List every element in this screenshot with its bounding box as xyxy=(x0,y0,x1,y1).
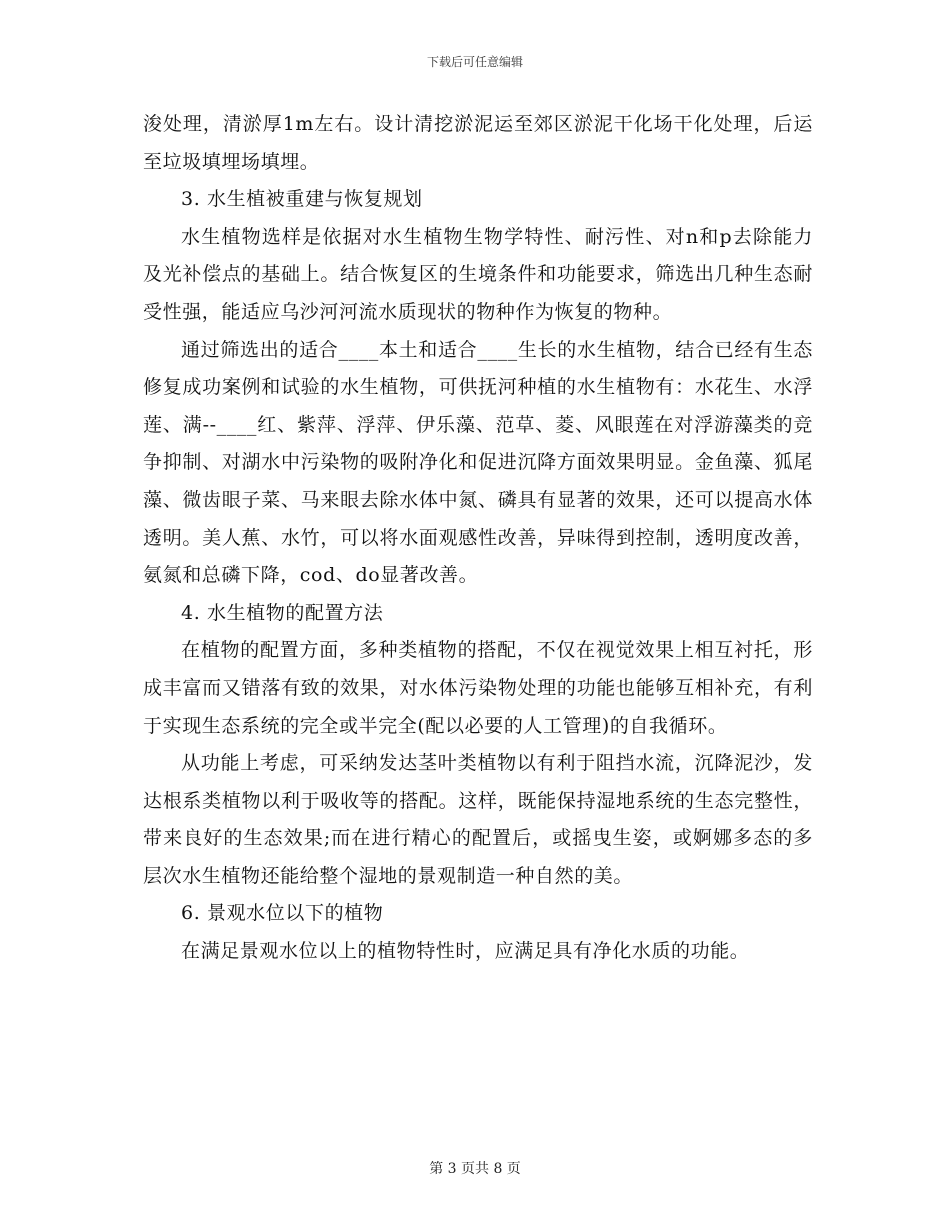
paragraph-plant-list: 通过筛选出的适合____本土和适合____生长的水生植物，结合已经有生态修复成功案例和试验的水生植物，可供抚河种植的水生植物有：水花生、水浮莲、满--____红、紫萍、浮萍、伊乐藻、范草、菱、风眼莲在对浮游藻类的竞争抑制、对湖水中污染物的吸附净化和促进沉降方面效果明显。金鱼藻、狐尾藻、微齿眼子菜、马来眼去除水体中氮、磷具有显著的效果，还可以提高水体透明。美人蕉、水竹，可以将水面观感性改善，异味得到控制，透明度改善，氨氮和总磷下降，cod、do显著改善。 xyxy=(143,338,813,587)
page-header: 下载后可任意编辑 xyxy=(426,55,523,69)
section-heading-6: 6. 景观水位以下的植物 xyxy=(181,902,384,925)
paragraph-function: 从功能上考虑，可采纳发达茎叶类植物以有利于阻挡水流，沉降泥沙，发达根系类植物以利于吸收等的搭配。这样，既能保持湿地系统的生态完整性，带来良好的生态效果;而在进行精心的配置后，或摇曳生姿，或婀娜多态的多层次水生植物还能给整个湿地的景观制造一种自然的美。 xyxy=(143,752,813,887)
section-heading-3: 3. 水生植被重建与恢复规划 xyxy=(181,188,423,211)
page-number: 第 3 页共 8 页 xyxy=(429,1161,521,1177)
document-body xyxy=(143,106,813,971)
paragraph-below-water-level: 在满足景观水位以上的植物特性时，应满足具有净化水质的功能。 xyxy=(181,940,750,963)
paragraph-continued: 浚处理，清淤厚1m左右。设计清挖淤泥运至郊区淤泥干化场干化处理，后运至垃圾填埋场填埋。 xyxy=(143,113,813,173)
section-heading-4: 4. 水生植物的配置方法 xyxy=(181,601,384,624)
paragraph-configuration: 在植物的配置方面，多种类植物的搭配，不仅在视觉效果上相互衬托，形成丰富而又错落有致的效果，对水体污染物处理的功能也能够互相补充，有利于实现生态系统的完全或半完全(配以必要的人工管理)的自我循环。 xyxy=(143,639,813,737)
paragraph-plant-selection: 水生植物选样是依据对水生植物生物学特性、耐污性、对n和p去除能力及光补偿点的基础上。结合恢复区的生境条件和功能要求，筛选出几种生态耐受性强，能适应乌沙河河流水质现状的物种作为恢复的物种。 xyxy=(143,225,813,323)
